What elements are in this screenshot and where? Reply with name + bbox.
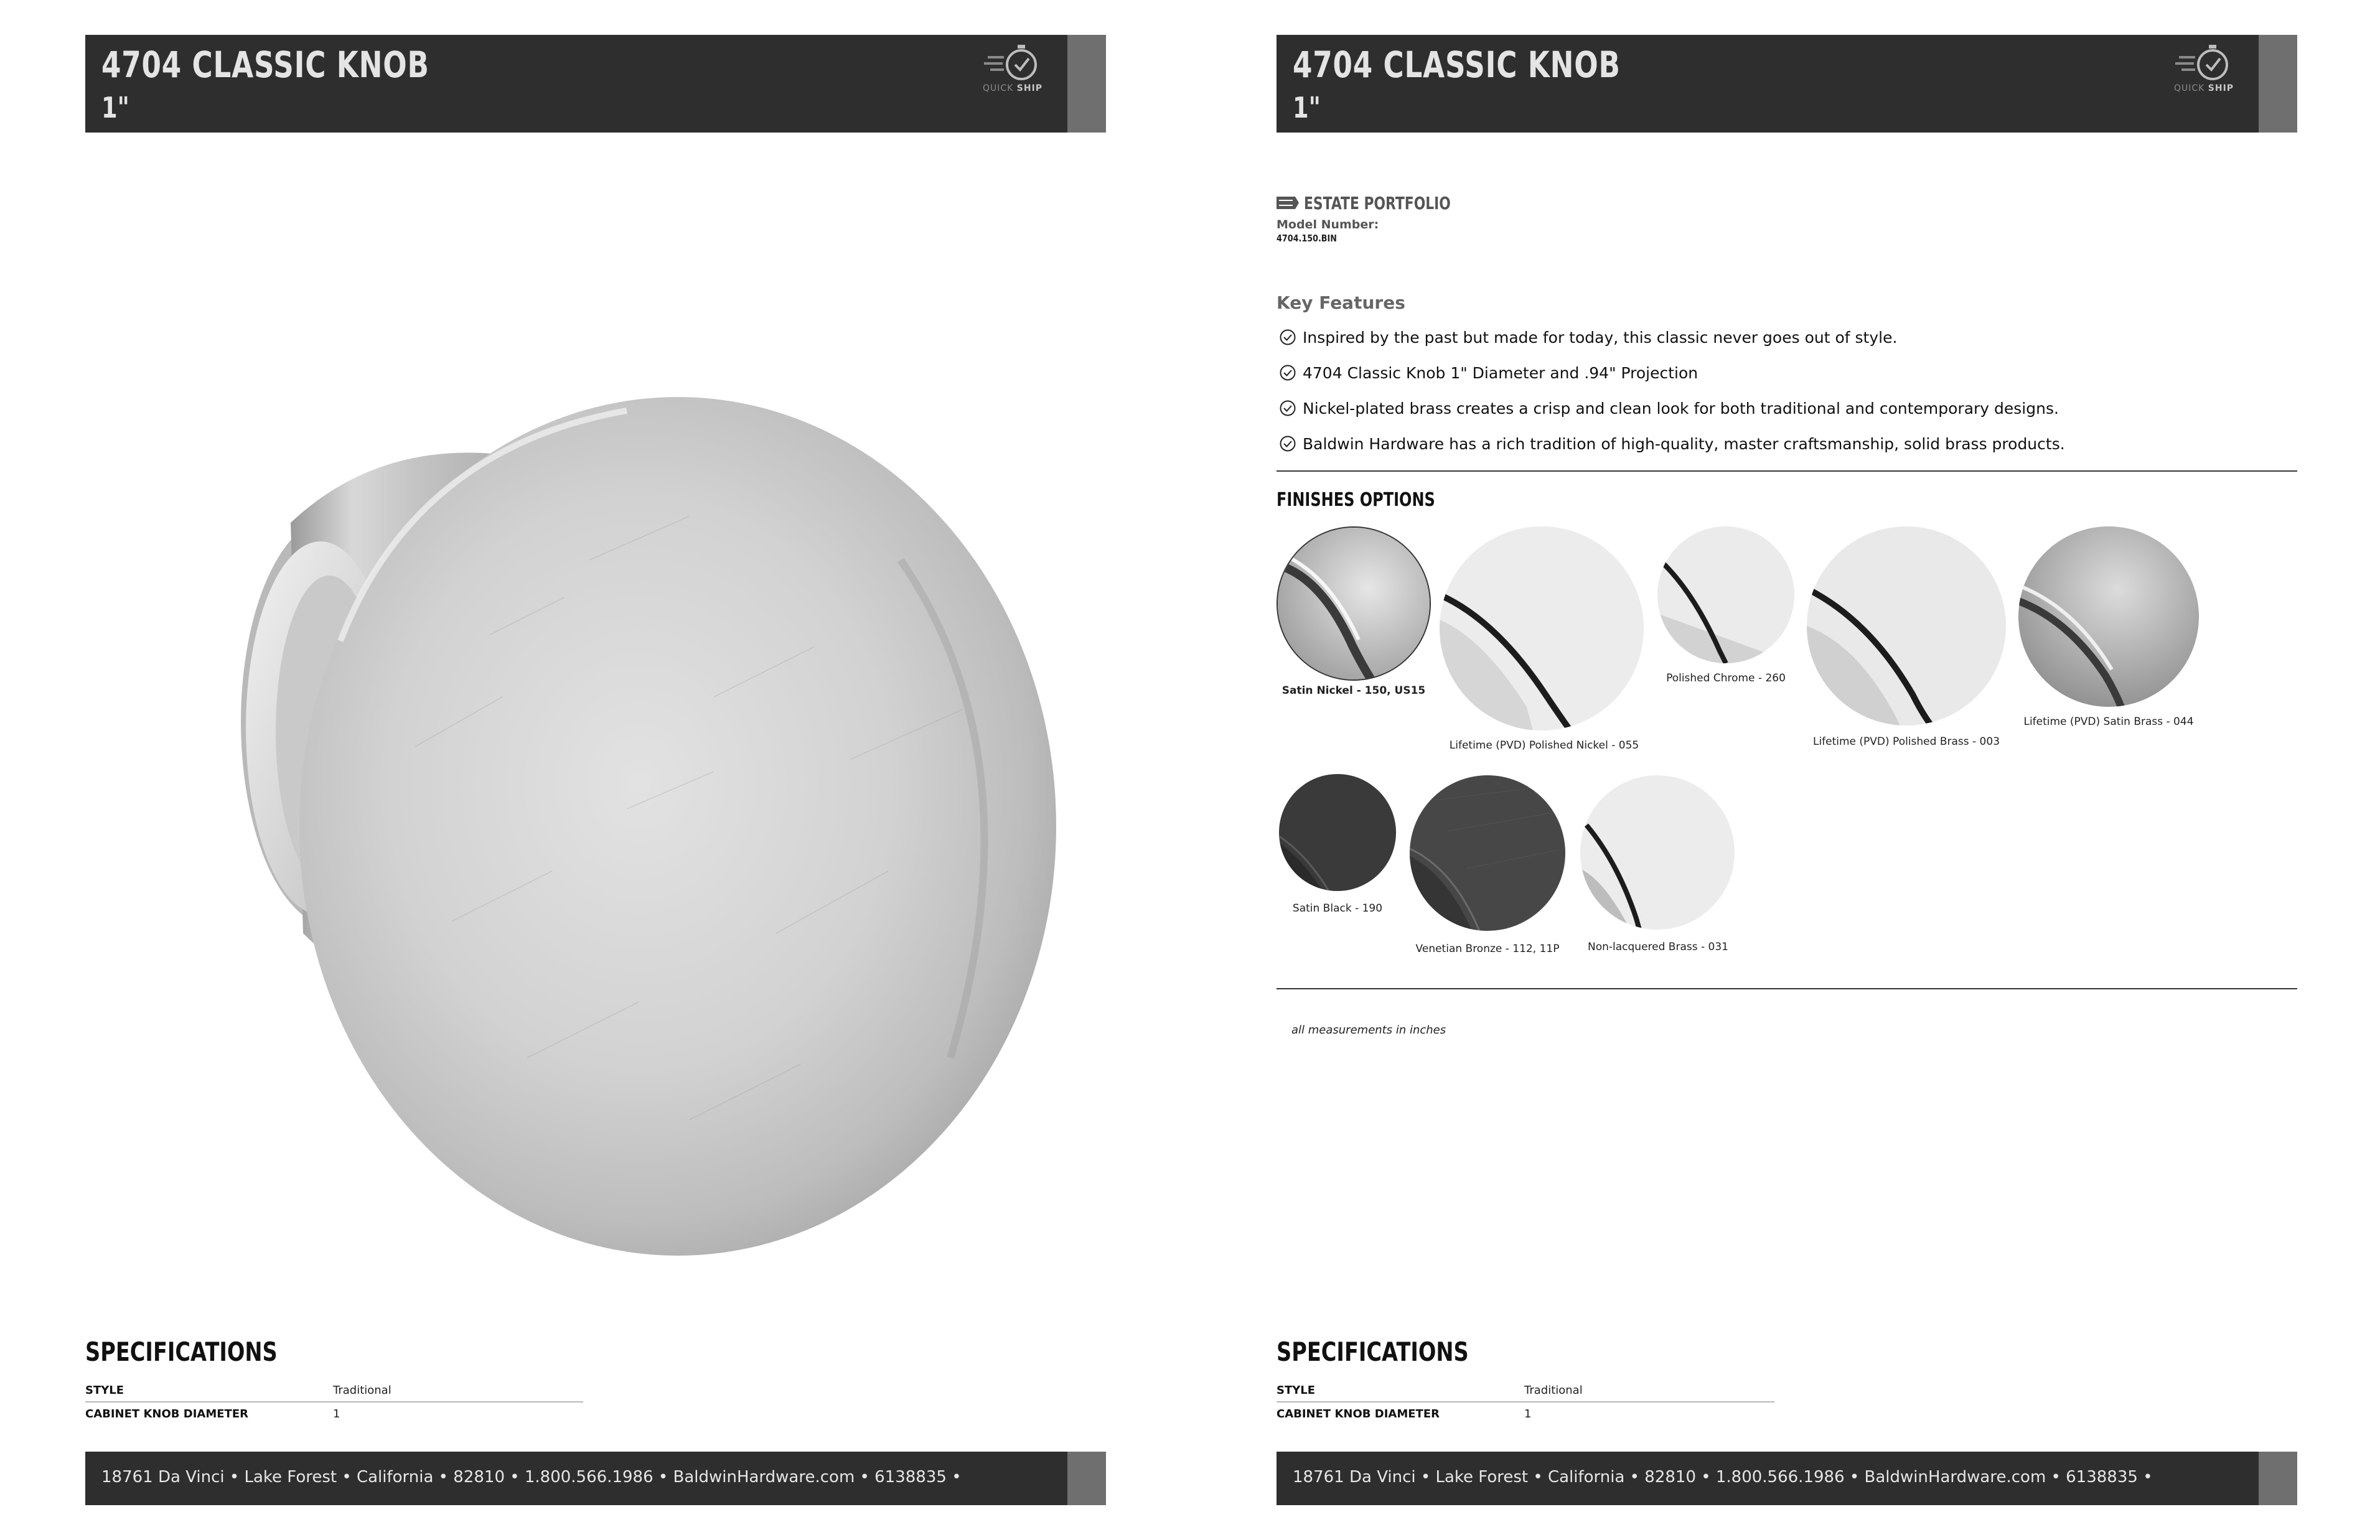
stopwatch-icon — [2173, 41, 2235, 85]
finish-label: Non-lacquered Brass - 031 — [1588, 941, 1728, 953]
collection-name: ESTATE PORTFOLIO — [1304, 193, 1451, 213]
finish-swatch-polished-brass[interactable] — [1807, 526, 2006, 726]
spec-value: Traditional — [1524, 1384, 1583, 1397]
finish-label: Satin Nickel - 150, US15 — [1281, 684, 1426, 697]
finishes-title: FINISHES OPTIONS — [1277, 489, 1435, 511]
key-features-title: Key Features — [1277, 292, 1405, 313]
feature-text: 4704 Classic Knob 1" Diameter and .94" Projection — [1303, 364, 1698, 382]
spec-value: Traditional — [333, 1384, 391, 1397]
spec-row — [85, 1380, 583, 1402]
finish-swatch-venetian-bronze[interactable] — [1410, 775, 1565, 931]
check-circle-icon — [1279, 399, 1296, 417]
page-header — [1277, 35, 2297, 133]
check-circle-icon — [1279, 435, 1296, 452]
spec-value: 1 — [1524, 1407, 1532, 1421]
product-size: 1" — [1293, 91, 1321, 124]
check-circle-icon — [1279, 364, 1296, 381]
page-footer — [1277, 1452, 2297, 1505]
finish-swatch-satin-brass[interactable] — [2018, 526, 2199, 707]
feature-text: Nickel-plated brass creates a crisp and clean look for both traditional and contemporary designs. — [1303, 399, 2059, 418]
footer-address: 18761 Da Vinci • Lake Forest • California • 82810 • 1.800.566.1986 • BaldwinHardware.com • 6138835 • — [1293, 1468, 2153, 1486]
finish-swatch-polished-chrome[interactable] — [1657, 526, 1794, 663]
finish-label: Lifetime (PVD) Satin Brass - 044 — [2023, 716, 2194, 728]
check-circle-icon — [1279, 329, 1296, 346]
spec-value: 1 — [333, 1407, 340, 1421]
spec-key: CABINET KNOB DIAMETER — [1277, 1407, 1440, 1421]
stopwatch-icon — [982, 41, 1044, 85]
finish-label: Satin Black - 190 — [1292, 902, 1383, 915]
left-page — [85, 0, 1106, 1540]
model-number-label: Model Number: — [1277, 218, 1379, 231]
finish-label: Polished Chrome - 260 — [1666, 672, 1786, 684]
feature-text: Inspired by the past but made for today, this classic never goes out of style. — [1303, 329, 1898, 347]
quick-ship-logo — [982, 41, 1044, 97]
model-number-value: 4704.150.BIN — [1277, 233, 1337, 244]
finish-swatch-non-lacquered-brass[interactable] — [1580, 775, 1735, 930]
product-size: 1" — [101, 91, 129, 124]
specifications-title: SPECIFICATIONS — [1277, 1337, 1469, 1367]
header-tab — [1067, 35, 1106, 133]
feature-text: Baldwin Hardware has a rich tradition of high-quality, master craftsmanship, solid brass products. — [1303, 435, 2065, 453]
spec-key: STYLE — [1277, 1384, 1316, 1397]
footer-tab — [2259, 1452, 2297, 1505]
finish-swatch-polished-nickel[interactable] — [1440, 526, 1644, 730]
specifications-title: SPECIFICATIONS — [85, 1337, 278, 1367]
finish-swatch-satin-black[interactable] — [1279, 774, 1396, 891]
divider — [1277, 470, 2297, 472]
finish-label: Lifetime (PVD) Polished Nickel - 055 — [1449, 739, 1639, 752]
footer-address: 18761 Da Vinci • Lake Forest • California • 82810 • 1.800.566.1986 • BaldwinHardware.com • 6138835 • — [101, 1468, 962, 1486]
spec-row — [85, 1404, 583, 1425]
quick-ship-logo — [2173, 41, 2235, 97]
finish-label: Venetian Bronze - 112, 11P — [1415, 943, 1560, 955]
product-title: 4704 CLASSIC KNOB — [1293, 44, 1621, 86]
finish-swatch-satin-nickel[interactable] — [1277, 526, 1431, 681]
footer-tab — [1067, 1452, 1106, 1505]
flag-icon — [1277, 195, 1299, 210]
right-page — [1277, 0, 2297, 1540]
page-footer — [85, 1452, 1106, 1505]
measurements-note: all measurements in inches — [1291, 1024, 1446, 1037]
spec-key: CABINET KNOB DIAMETER — [85, 1407, 248, 1421]
spec-key: STYLE — [85, 1384, 124, 1397]
quick-ship-text: QUICK SHIP — [982, 83, 1043, 93]
product-title: 4704 CLASSIC KNOB — [101, 44, 429, 86]
spec-row — [1277, 1380, 1774, 1402]
header-tab — [2259, 35, 2297, 133]
quick-ship-text: QUICK SHIP — [2173, 83, 2234, 93]
divider — [1277, 988, 2297, 989]
finish-label: Lifetime (PVD) Polished Brass - 003 — [1812, 735, 2000, 748]
spec-row — [1277, 1404, 1774, 1425]
knob-product-photo — [154, 373, 1056, 1294]
page-header — [85, 35, 1106, 133]
